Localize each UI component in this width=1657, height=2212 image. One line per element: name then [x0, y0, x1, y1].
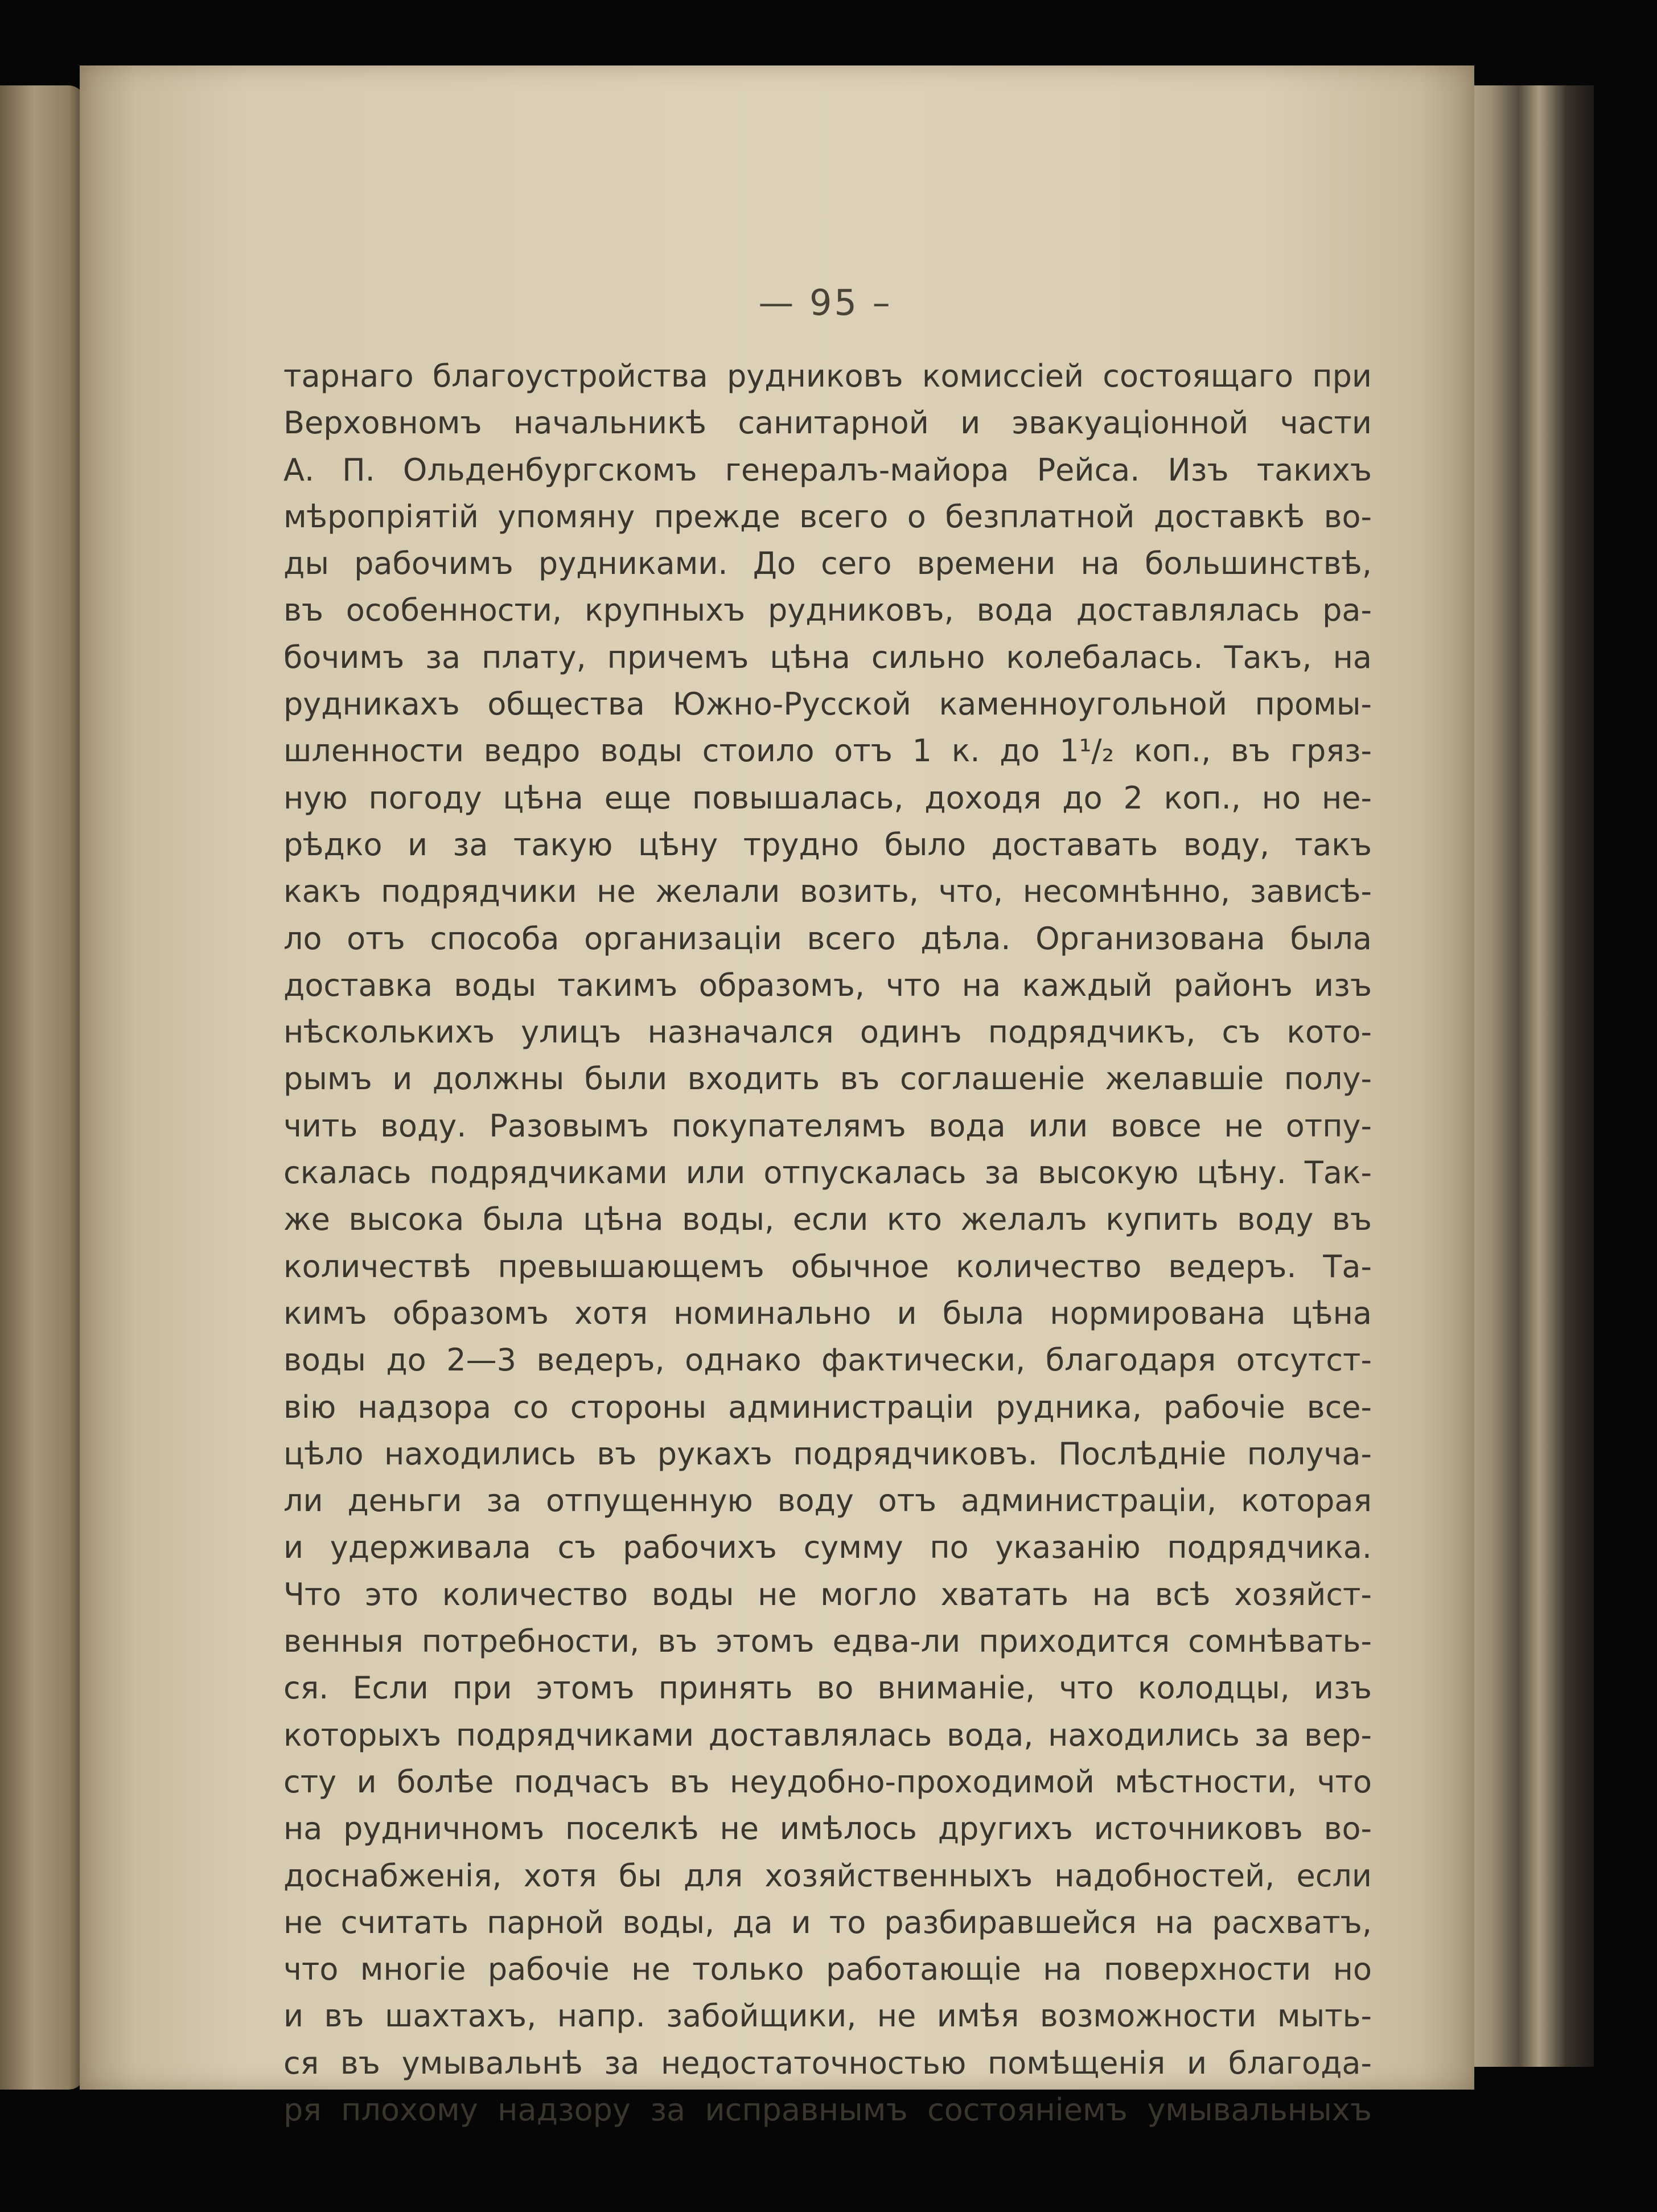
text-line: ся. Если при этомъ принять во вниманіе, что колодцы, изъ: [283, 1670, 1372, 1706]
text-line: и удерживала съ рабочихъ сумму по указанію подрядчика.: [283, 1529, 1372, 1566]
page-number: — 95 –: [758, 282, 893, 323]
left-page-edge: [0, 85, 85, 2090]
text-line: и въ шахтахъ, напр. забойщики, не имѣя возможности мыть-: [283, 1998, 1372, 2034]
text-line: мѣропріятій упомяну прежде всего о безплатной доставкѣ во-: [283, 498, 1372, 535]
text-line: что многіе рабочіе не только работающіе на поверхности но: [283, 1951, 1372, 1988]
text-line: Что это количество воды не могло хватать на всѣ хозяйст-: [283, 1576, 1372, 1612]
text-line: количествѣ превышающемъ обычное количество ведеръ. Та-: [283, 1248, 1372, 1284]
text-line: которыхъ подрядчиками доставлялась вода, находились за вер-: [283, 1717, 1372, 1753]
text-line: ную погоду цѣна еще повышалась, доходя до 2 коп., но не-: [283, 779, 1372, 816]
text-line: воды до 2—3 ведеръ, однако фактически, благодаря отсутст-: [283, 1342, 1372, 1378]
text-line: чить воду. Разовымъ покупателямъ вода или вовсе не отпу-: [283, 1107, 1372, 1144]
body-text: [283, 353, 1372, 2133]
text-line: кимъ образомъ хотя номинально и была нормирована цѣна: [283, 1295, 1372, 1331]
text-line: Верховномъ начальникѣ санитарной и эвакуаціонной части: [283, 405, 1372, 441]
text-line: въ особенности, крупныхъ рудниковъ, вода доставлялась ра-: [283, 592, 1372, 629]
text-line: доставка воды такимъ образомъ, что на каждый районъ изъ: [283, 967, 1372, 1003]
text-line: скалась подрядчиками или отпускалась за высокую цѣну. Так-: [283, 1155, 1372, 1191]
text-line: цѣло находились въ рукахъ подрядчиковъ. Послѣдніе получа-: [283, 1435, 1372, 1472]
text-line: доснабженія, хотя бы для хозяйственныхъ надобностей, если: [283, 1857, 1372, 1894]
text-line: рѣдко и за такую цѣну трудно было доставать воду, такъ: [283, 826, 1372, 863]
text-line: тарнаго благоустройства рудниковъ комиссіей состоящаго при: [283, 358, 1372, 394]
text-line: же высока была цѣна воды, если кто желалъ купить воду въ: [283, 1201, 1372, 1238]
text-line: сту и болѣе подчасъ въ неудобно-проходимой мѣстности, что: [283, 1763, 1372, 1800]
text-line: бочимъ за плату, причемъ цѣна сильно колебалась. Такъ, на: [283, 639, 1372, 675]
text-line: А. П. Ольденбургскомъ генералъ-майора Рейса. Изъ такихъ: [283, 452, 1372, 488]
text-line: рымъ и должны были входить въ соглашеніе желавшіе полу-: [283, 1061, 1372, 1097]
text-line: не считать парной воды, да и то разбиравшейся на расхватъ,: [283, 1904, 1372, 1940]
text-line: на рудничномъ поселкѣ не имѣлось другихъ источниковъ во-: [283, 1811, 1372, 1847]
text-line: какъ подрядчики не желали возить, что, несомнѣнно, зависѣ-: [283, 873, 1372, 910]
text-line: вію надзора со стороны администраціи рудника, рабочіе все-: [283, 1389, 1372, 1425]
text-line: шленности ведро воды стоило отъ 1 к. до 1¹/₂ коп., въ гряз-: [283, 733, 1372, 769]
book-page: [80, 65, 1474, 2128]
text-line: рудникахъ общества Южно-Русской каменноугольной промы-: [283, 686, 1372, 723]
text-line: ды рабочимъ рудниками. До сего времени на большинствѣ,: [283, 545, 1372, 582]
text-line: ся въ умывальнѣ за недостаточностью помѣщенія и благода-: [283, 2045, 1372, 2081]
text-line: ли деньги за отпущенную воду отъ администраціи, которая: [283, 1483, 1372, 1519]
text-line: нѣсколькихъ улицъ назначался одинъ подрядчикъ, съ кото-: [283, 1014, 1372, 1050]
page-stack-edge: [1457, 85, 1594, 2067]
text-line: ря плохому надзору за исправнымъ состояніемъ умывальныхъ: [283, 2091, 1372, 2128]
text-line: ло отъ способа организаціи всего дѣла. Организована была: [283, 920, 1372, 957]
text-line: венныя потребности, въ этомъ едва-ли приходится сомнѣвать-: [283, 1623, 1372, 1660]
